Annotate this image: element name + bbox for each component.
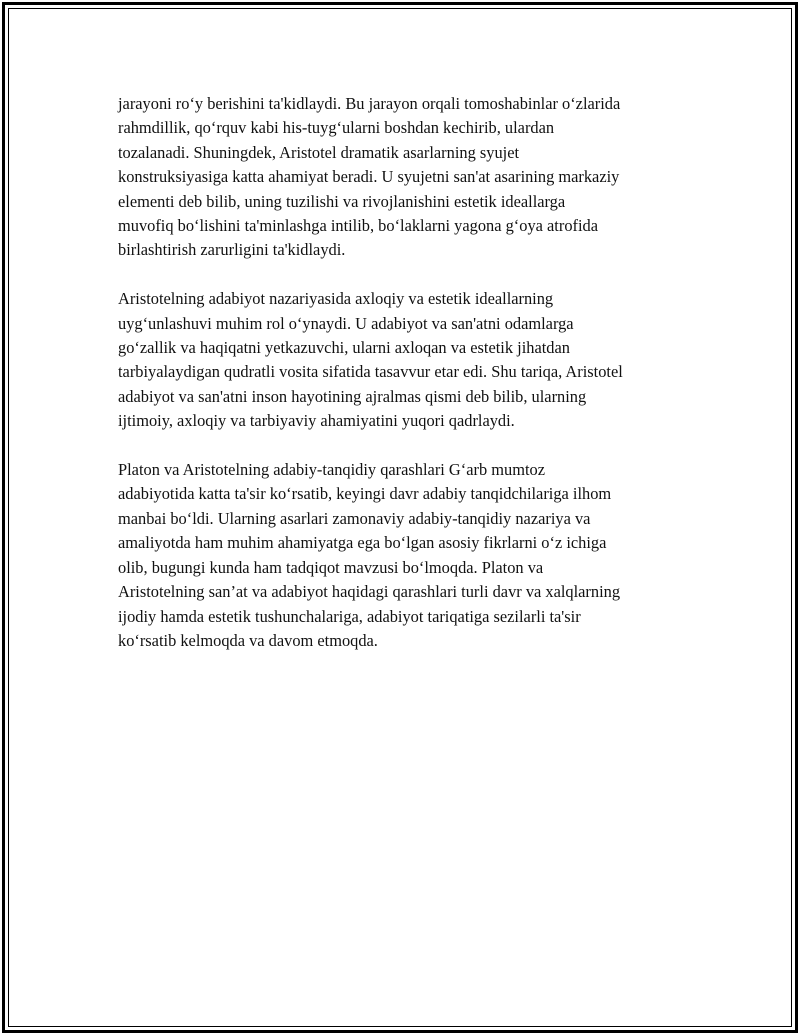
text-line: manbai bo‘ldi. Ularning asarlari zamonaviy adabiy-tanqidiy nazariya va	[118, 508, 591, 528]
text-line: ko‘rsatib kelmoqda va davom etmoqda.	[118, 630, 378, 650]
text-line: konstruksiyasiga katta ahamiyat beradi. U syujetni san'at asarining markaziy	[118, 167, 620, 187]
text-line: adabiyotida katta ta'sir ko‘rsatib, keyingi davr adabiy tanqidchilariga ilhom	[118, 484, 612, 504]
text-line: olib, bugungi kunda ham tadqiqot mavzusi bo‘lmoqda. Platon va	[118, 557, 544, 577]
text-line: tozalanadi. Shuningdek, Aristotel dramatik asarlarning syujet	[118, 142, 520, 162]
text-line: amaliyotda ham muhim ahamiyatga ega bo‘lgan asosiy fikrlarni o‘z ichiga	[118, 533, 607, 553]
text-line: tarbiyalaydigan qudratli vosita sifatida tasavvur etar edi. Shu tariqa, Aristotel	[118, 362, 623, 382]
text-line: muvofiq bo‘lishini ta'minlashga intilib, bo‘laklarni yagona g‘oya atrofida	[118, 216, 598, 236]
text-line: Platon va Aristotelning adabiy-tanqidiy qarashlari G‘arb mumtoz	[118, 460, 545, 480]
document-body	[118, 92, 688, 678]
paragraph-3	[118, 458, 688, 653]
text-line: birlashtirish zarurligini ta'kidlaydi.	[118, 240, 346, 260]
paragraph-2	[118, 287, 688, 433]
text-line: ijodiy hamda estetik tushunchalariga, adabiyot tariqatiga sezilarli ta'sir	[118, 606, 581, 626]
text-line: go‘zallik va haqiqatni yetkazuvchi, ularni axloqan va estetik jihatdan	[118, 338, 570, 358]
text-line: adabiyot va san'atni inson hayotining ajralmas qismi deb bilib, ularning	[118, 386, 587, 406]
text-line: Aristotelning san’at va adabiyot haqidagi qarashlari turli davr va xalqlarning	[118, 582, 621, 602]
text-line: uyg‘unlashuvi muhim rol o‘ynaydi. U adabiyot va san'atni odamlarga	[118, 313, 574, 333]
text-line: rahmdillik, qo‘rquv kabi his-tuyg‘ularni boshdan kechirib, ulardan	[118, 118, 555, 138]
paragraph-1	[118, 92, 688, 263]
text-line: jarayoni ro‘y berishini ta'kidlaydi. Bu jarayon orqali tomoshabinlar o‘zlarida	[118, 94, 621, 113]
text-line: ijtimoiy, axloqiy va tarbiyaviy ahamiyatini yuqori qadrlaydi.	[118, 411, 515, 431]
text-line: Aristotelning adabiyot nazariyasida axloqiy va estetik ideallarning	[118, 289, 554, 309]
text-line: elementi deb bilib, uning tuzilishi va rivojlanishini estetik ideallarga	[118, 191, 566, 211]
